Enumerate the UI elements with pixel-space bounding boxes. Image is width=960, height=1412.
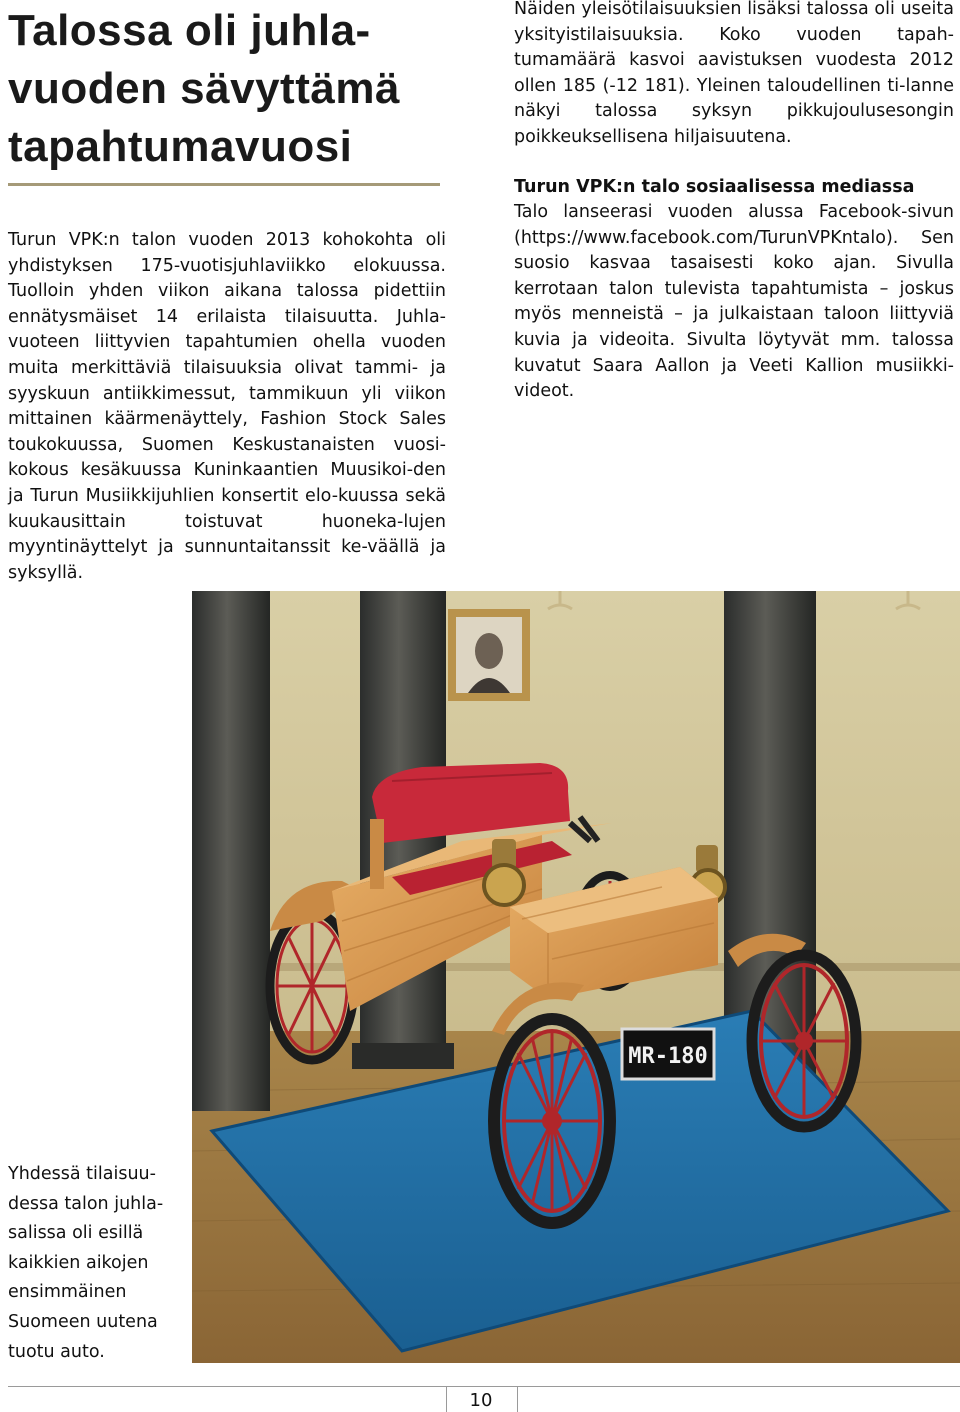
right-column-paragraph-1: Näiden yleisötilaisuuksien lisäksi talossa oli useita yksityistilaisuuksia. Koko vuoden tapah-tumamäärä kasvoi aavistuksen vuodesta 2012 ollen 185 (-12 181). Yleinen taloudellinen ti-lanne näkyi talossa syksyn pikkujoulusesongin poikkeuksellisena hiljaisuutena. [514,0,954,147]
photo-caption: Yhdessä tilaisuu-dessa talon juhla-salissa oli esillä kaikkien aikojen ensimmäinen Suomeen uutena tuotu auto. [8,1164,164,1362]
license-plate-text: MR-180 [628,1044,708,1069]
front-right-wheel [752,955,856,1127]
article-title: Talossa oli juhla-vuoden sävyttämä tapahtumavuosi [8,6,400,171]
front-left-wheel [494,1019,610,1223]
antique-car-photo [192,591,960,1363]
title-divider [8,183,440,186]
marble-column-left [192,591,270,1111]
portrait-figure [475,633,503,669]
right-column-paragraph-2: Talo lanseerasi vuoden alussa Facebook-sivun (https://www.facebook.com/TurunVPKntalo). Sen suosio kasvaa tasaisesti koko ajan. Sivulla kerrotaan talon tulevista tapahtumista – joskus myös menneistä – ja julkaistaan taloon liittyviä kuvia ja videoita. Sivulta löytyvät mm. talossa kuvatut Saara Aallon ja Veeti Kallion musiikki-videot. [514,202,954,402]
social-media-heading: Turun VPK:n talo sosiaalisessa mediassa [514,177,915,197]
intro-paragraph: Turun VPK:n talon vuoden 2013 kohokohta oli yhdistyksen 175-vuotisjuhlaviikko elokuussa. Tuolloin yhden viikon aikana talossa pidettiin ennätysmäiset 14 erilaista tilaisuutta. Juhla-vuoteen liittyvien tapahtumien ohella vuoden muita merkittäviä tilaisuuksia olivat tammi- ja syyskuun antiikkimessut, tammikuun yli viikon mittainen käärmenäyttely, Fashion Stock Sales toukokuussa, Suomen Keskustanaisten vuosi-kokous kesäkuussa Kuninkaantien Muusikoi-den ja Turun Musiikkijuhlien konsertit elo-kuussa sekä kuukausittain toistuvat huoneka-lujen myyntinäyttelyt ja sunnuntaitanssit ke-väällä ja syksyllä. [8,230,446,583]
page-number: 10 [469,1390,493,1411]
